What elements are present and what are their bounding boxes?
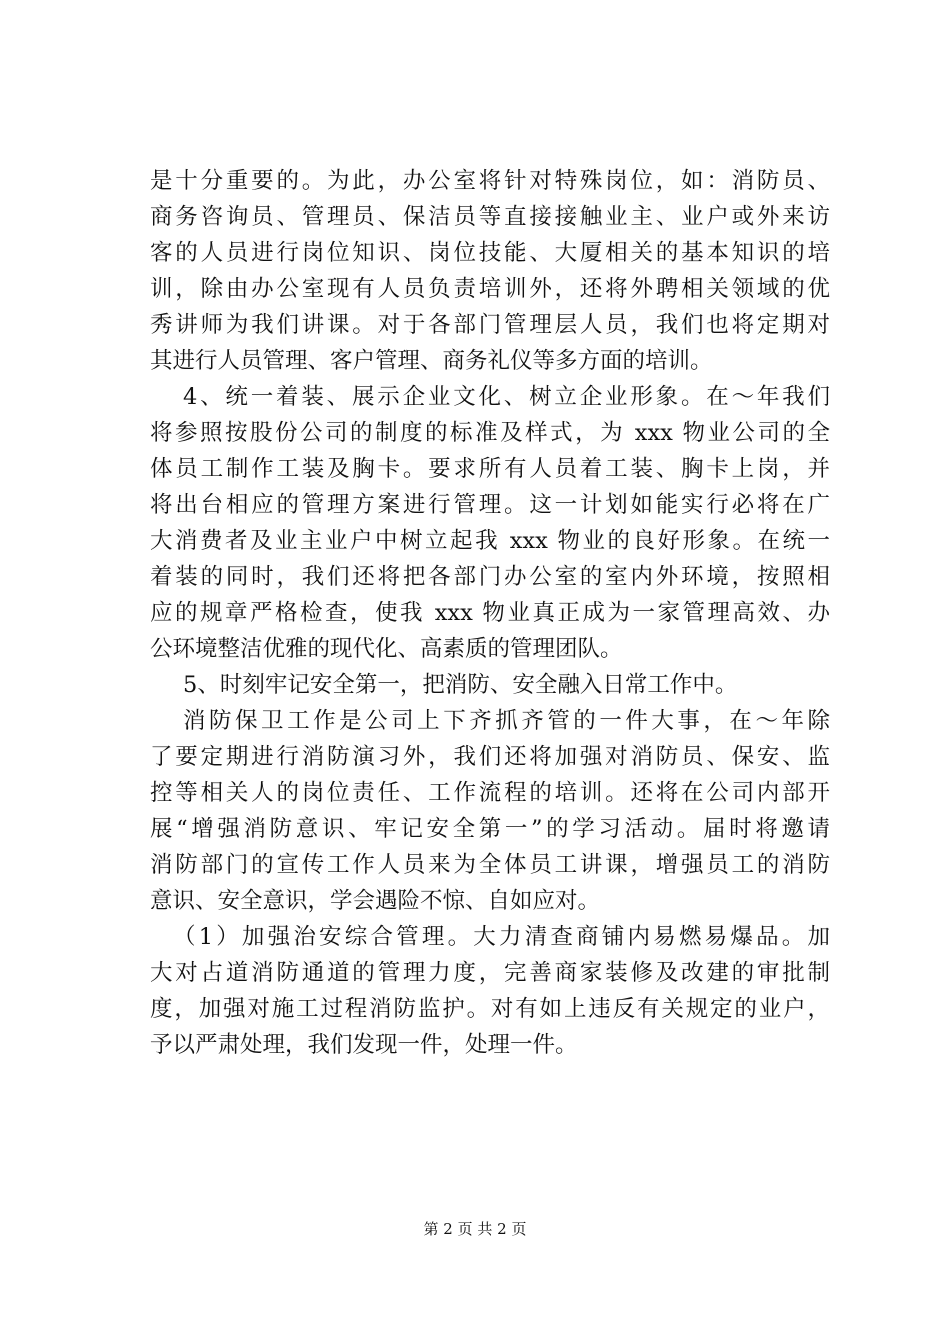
- text-line: 其进行人员管理、客户管理、商务礼仪等多方面的培训。: [150, 348, 713, 374]
- text-line: 商务咨询员、管理员、保洁员等直接接触业主、业户或外来访: [150, 204, 830, 230]
- text-line: 大消费者及业主业户中树立起我 xxx 物业的良好形象。在统一: [150, 528, 830, 554]
- text-line: 展“增强消防意识、牢记安全第一”的学习活动。届时将邀请: [150, 816, 830, 842]
- text-line: 消防部门的宣传工作人员来为全体员工讲课，增强员工的消防: [150, 852, 830, 878]
- text-line: 意识、安全意识，学会遇险不惊、自如应对。: [150, 888, 601, 914]
- text-line: 予以严肃处理，我们发现一件，处理一件。: [150, 1032, 578, 1058]
- page-number-footer: 第 2 页 共 2 页: [423, 1220, 527, 1238]
- text-line: 着装的同时，我们还将把各部门办公室的室内外环境，按照相: [150, 564, 830, 590]
- text-line: 客的人员进行岗位知识、岗位技能、大厦相关的基本知识的培: [150, 240, 830, 266]
- text-line: 了要定期进行消防演习外，我们还将加强对消防员、保安、监: [150, 744, 830, 770]
- text-line: 秀讲师为我们讲课。对于各部门管理层人员，我们也将定期对: [150, 312, 830, 338]
- text-line: 训，除由办公室现有人员负责培训外，还将外聘相关领域的优: [150, 276, 830, 302]
- text-line: 度，加强对施工过程消防监护。对有如上违反有关规定的业户，: [150, 996, 830, 1022]
- text-line: 将参照按股份公司的制度的标准及样式，为 xxx 物业公司的全: [150, 420, 830, 446]
- document-body: [150, 163, 830, 1063]
- list-item-heading: （1）加强治安综合管理。大力清查商铺内易燃易爆品。加: [173, 924, 830, 950]
- text-line: 控等相关人的岗位责任、工作流程的培训。还将在公司内部开: [150, 780, 830, 806]
- text-line: 消防保卫工作是公司上下齐抓齐管的一件大事，在～年除: [183, 708, 830, 734]
- text-line: 是十分重要的。为此，办公室将针对特殊岗位，如：消防员、: [150, 168, 830, 194]
- paragraph-heading: 4、统一着装、展示企业文化、树立企业形象。在～年我们: [183, 384, 830, 410]
- text-line: 公环境整洁优雅的现代化、高素质的管理团队。: [150, 636, 623, 662]
- text-line: 体员工制作工装及胸卡。要求所有人员着工装、胸卡上岗，并: [150, 456, 830, 482]
- paragraph-heading: 5、时刻牢记安全第一，把消防、安全融入日常工作中。: [183, 672, 738, 698]
- text-line: 将出台相应的管理方案进行管理。这一计划如能实行必将在广: [150, 492, 830, 518]
- text-line: 大对占道消防通道的管理力度，完善商家装修及改建的审批制: [150, 960, 830, 986]
- text-line: 应的规章严格检查，使我 xxx 物业真正成为一家管理高效、办: [150, 600, 830, 626]
